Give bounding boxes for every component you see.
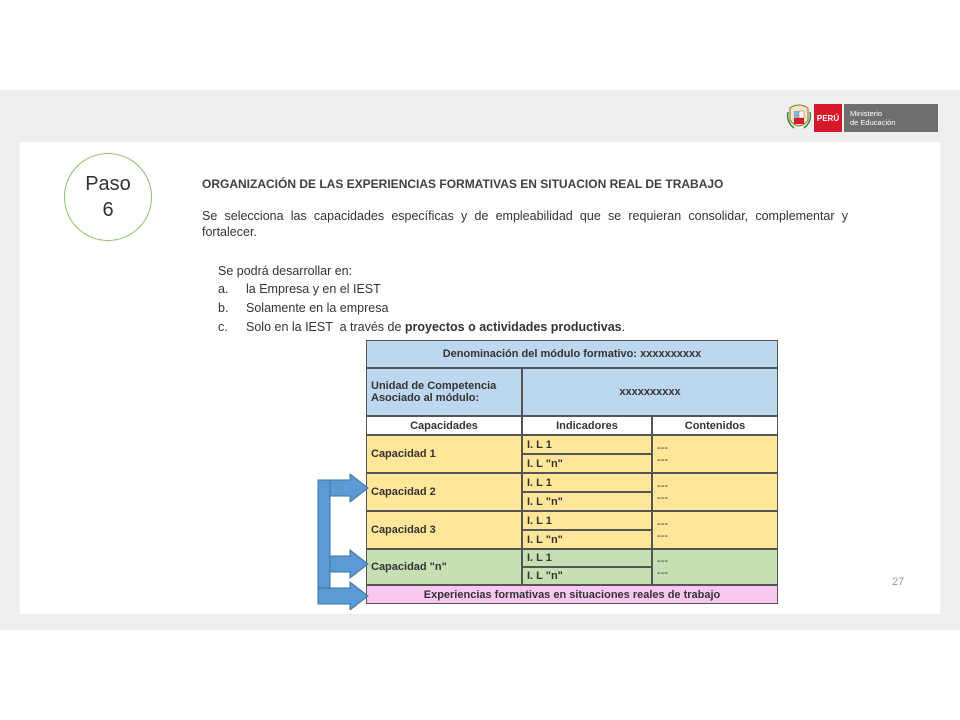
step-circle	[64, 153, 152, 241]
indicador-cell: I. L 1	[522, 473, 652, 492]
competencia-label-1: Unidad de Competencia	[371, 380, 497, 392]
contenido-line: ---	[657, 480, 668, 492]
option-text: Solamente en la empresa	[246, 301, 389, 315]
step-word: Paso	[85, 173, 131, 195]
capacidad-cell: Capacidad 2	[366, 473, 522, 511]
contenido-cell	[652, 549, 778, 585]
option-emphasis: proyectos o actividades productivas	[404, 320, 622, 334]
contenido-line: ---	[657, 442, 668, 454]
module-name-cell: Denominación del módulo formativo: xxxxxxxxxx	[366, 340, 778, 368]
indicador-cell: I. L "n"	[522, 454, 652, 473]
step-number: 6	[102, 199, 114, 221]
header-capacidades: Capacidades	[366, 416, 522, 435]
contenido-line: ---	[657, 555, 668, 567]
header-indicadores: Indicadores	[522, 416, 652, 435]
option-letter: c.	[218, 320, 228, 334]
capacidad-cell: Capacidad 3	[366, 511, 522, 549]
ministry-label	[844, 104, 938, 132]
coat-of-arms-icon	[786, 102, 812, 134]
option-b	[218, 301, 388, 315]
contenido-line: ---	[657, 492, 668, 504]
module-table	[366, 340, 778, 604]
competencia-label-cell	[366, 368, 522, 416]
competencia-label-2: Asociado al módulo:	[371, 392, 480, 404]
indicador-cell: I. L 1	[522, 511, 652, 530]
footer-cell: Experiencias formativas en situaciones reales de trabajo	[366, 585, 778, 604]
contenido-line: ---	[657, 518, 668, 530]
contenido-line: ---	[657, 454, 668, 466]
ministry-line-2: de Educación	[850, 118, 896, 127]
option-a	[218, 282, 381, 296]
indicador-cell: I. L 1	[522, 435, 652, 454]
option-end: .	[621, 320, 626, 334]
ministry-logo	[786, 102, 938, 134]
option-c	[218, 320, 625, 334]
capacidad-cell: Capacidad "n"	[366, 549, 522, 585]
contenido-cell	[652, 511, 778, 549]
ministry-line-1: Ministerio	[850, 109, 883, 118]
page-number: 27	[892, 576, 905, 588]
indicador-cell: I. L 1	[522, 549, 652, 567]
option-text: Solo en la IEST a través de	[246, 320, 405, 334]
indicador-cell: I. L "n"	[522, 567, 652, 585]
contenido-line: ---	[657, 567, 668, 579]
bracket-arrows-icon	[310, 470, 372, 610]
indicador-cell: I. L "n"	[522, 492, 652, 511]
contenido-cell	[652, 473, 778, 511]
option-letter: a.	[218, 282, 229, 296]
contenido-cell	[652, 435, 778, 473]
header-contenidos: Contenidos	[652, 416, 778, 435]
peru-label: PERÚ	[814, 104, 842, 132]
section-heading: ORGANIZACIÓN DE LAS EXPERIENCIAS FORMATIVAS EN SITUACION REAL DE TRABAJO	[202, 177, 724, 191]
options-intro: Se podrá desarrollar en:	[218, 264, 353, 278]
competencia-value-cell: xxxxxxxxxx	[522, 368, 778, 416]
option-text: la Empresa y en el IEST	[246, 282, 381, 296]
option-letter: b.	[218, 301, 229, 315]
capacidad-cell: Capacidad 1	[366, 435, 522, 473]
intro-paragraph: Se selecciona las capacidades específicas y de empleabilidad que se requieran consolidar, complementar y fortalecer.	[202, 209, 848, 239]
indicador-cell: I. L "n"	[522, 530, 652, 549]
contenido-line: ---	[657, 530, 668, 542]
